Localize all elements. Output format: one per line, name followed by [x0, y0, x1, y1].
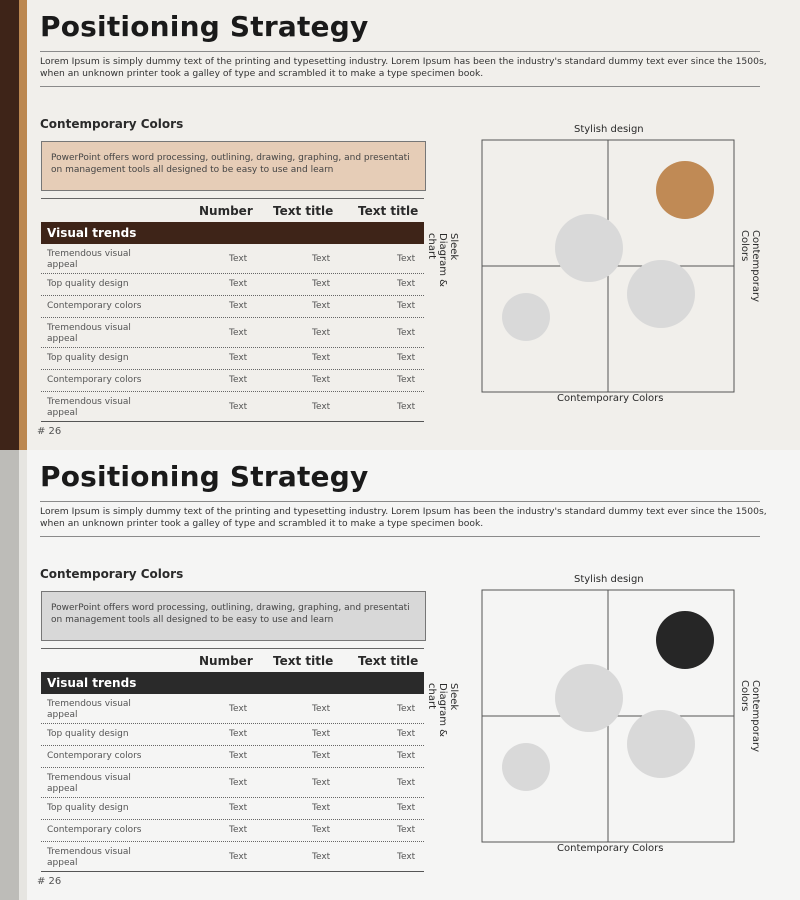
table-row	[41, 370, 424, 392]
intro-text	[40, 506, 770, 530]
column-header: Number	[199, 654, 253, 668]
divider	[40, 501, 760, 502]
table-row	[41, 694, 424, 724]
cell-text-title: Text	[312, 852, 331, 862]
axis-label-top: Stylish design	[574, 574, 644, 585]
cell-number: Text	[229, 402, 248, 412]
axis-label-bottom: Contemporary Colors	[557, 393, 664, 404]
table-row	[41, 274, 424, 296]
cell-number: Text	[229, 279, 248, 289]
row-label: Contemporary colors	[47, 301, 142, 311]
row-label: Contemporary colors	[47, 825, 142, 835]
table-row	[41, 746, 424, 768]
axis-label-right: Contemporary Colors	[739, 680, 761, 752]
table-band-heading: Visual trends	[41, 222, 424, 244]
cell-text-title: Text	[397, 852, 416, 862]
cell-number: Text	[229, 778, 248, 788]
matrix-graphic	[440, 110, 780, 410]
table-row	[41, 820, 424, 842]
highlight-bubble	[656, 161, 714, 219]
row-label: Top quality design	[47, 279, 129, 289]
axis-label-bottom: Contemporary Colors	[557, 843, 664, 854]
table-row	[41, 798, 424, 820]
intro-line: Lorem Ipsum is simply dummy text of the printing and typesetting industry. Lorem Ipsum has been the industry's standard dummy text ever since the 1500s,	[40, 506, 767, 517]
cell-text-title: Text	[397, 301, 416, 311]
cell-text-title: Text	[397, 803, 416, 813]
slide-2	[0, 450, 800, 900]
cell-number: Text	[229, 353, 248, 363]
cell-text-title: Text	[397, 704, 416, 714]
cell-text-title: Text	[312, 279, 331, 289]
column-header: Number	[199, 204, 253, 218]
cell-text-title: Text	[312, 353, 331, 363]
axis-label-right: Contemporary Colors	[739, 230, 761, 302]
cell-text-title: Text	[312, 375, 331, 385]
table-row	[41, 724, 424, 746]
cell-number: Text	[229, 301, 248, 311]
section-heading: Contemporary Colors	[40, 117, 184, 131]
cell-number: Text	[229, 803, 248, 813]
cell-text-title: Text	[397, 778, 416, 788]
table-row	[41, 244, 424, 274]
matrix-graphic	[440, 560, 780, 860]
slide-title: Positioning Strategy	[40, 10, 369, 43]
cell-number: Text	[229, 254, 248, 264]
row-label: Tremendous visual appeal	[47, 249, 131, 270]
cell-text-title: Text	[397, 729, 416, 739]
cell-number: Text	[229, 375, 248, 385]
comparison-table	[41, 198, 424, 422]
page-number: # 26	[37, 426, 62, 437]
positioning-matrix	[426, 110, 780, 410]
callout-line: PowerPoint offers word processing, outlining, drawing, graphing, and presentati	[51, 153, 410, 163]
row-label: Tremendous visual appeal	[47, 773, 131, 794]
row-label: Tremendous visual appeal	[47, 323, 131, 344]
intro-line: when an unknown printer took a galley of type and scrambled it to make a type specimen book.	[40, 518, 484, 529]
side-bar	[0, 0, 19, 450]
cell-text-title: Text	[312, 729, 331, 739]
muted-bubble	[502, 293, 550, 341]
cell-number: Text	[229, 751, 248, 761]
cell-text-title: Text	[397, 328, 416, 338]
column-header: Text title	[273, 654, 334, 668]
callout-line: on management tools all designed to be easy to use and learn	[51, 165, 334, 175]
muted-bubble	[502, 743, 550, 791]
table-row	[41, 348, 424, 370]
cell-number: Text	[229, 729, 248, 739]
muted-bubble	[555, 664, 623, 732]
side-bar	[0, 450, 19, 900]
table-row	[41, 318, 424, 348]
column-header: Text title	[358, 654, 419, 668]
callout-line: on management tools all designed to be easy to use and learn	[51, 615, 334, 625]
cell-text-title: Text	[312, 803, 331, 813]
cell-number: Text	[229, 852, 248, 862]
cell-number: Text	[229, 704, 248, 714]
cell-text-title: Text	[312, 254, 331, 264]
divider	[40, 536, 760, 537]
cell-text-title: Text	[312, 328, 331, 338]
cell-text-title: Text	[312, 751, 331, 761]
row-label: Tremendous visual appeal	[47, 397, 131, 418]
table-header	[41, 198, 424, 222]
column-header: Text title	[358, 204, 419, 218]
cell-text-title: Text	[312, 402, 331, 412]
cell-text-title: Text	[397, 353, 416, 363]
section-heading: Contemporary Colors	[40, 567, 184, 581]
divider	[40, 86, 760, 87]
table-row	[41, 392, 424, 422]
positioning-matrix	[426, 560, 780, 860]
cell-text-title: Text	[312, 301, 331, 311]
table-row	[41, 296, 424, 318]
intro-line: when an unknown printer took a galley of type and scrambled it to make a type specimen book.	[40, 68, 484, 79]
row-label: Tremendous visual appeal	[47, 699, 131, 720]
table-row	[41, 842, 424, 872]
callout-line: PowerPoint offers word processing, outlining, drawing, graphing, and presentati	[51, 603, 410, 613]
intro-text	[40, 56, 770, 80]
side-accent-bar	[19, 450, 27, 900]
intro-line: Lorem Ipsum is simply dummy text of the printing and typesetting industry. Lorem Ipsum has been the industry's standard dummy text ever since the 1500s,	[40, 56, 767, 67]
muted-bubble	[627, 260, 695, 328]
cell-text-title: Text	[397, 751, 416, 761]
cell-text-title: Text	[312, 778, 331, 788]
table-header	[41, 648, 424, 672]
cell-number: Text	[229, 825, 248, 835]
row-label: Contemporary colors	[47, 375, 142, 385]
muted-bubble	[627, 710, 695, 778]
cell-text-title: Text	[312, 825, 331, 835]
cell-text-title: Text	[397, 254, 416, 264]
divider	[40, 51, 760, 52]
cell-text-title: Text	[397, 279, 416, 289]
row-label: Tremendous visual appeal	[47, 847, 131, 868]
cell-number: Text	[229, 328, 248, 338]
slide-title: Positioning Strategy	[40, 460, 369, 493]
axis-label-top: Stylish design	[574, 124, 644, 135]
callout-box	[41, 141, 426, 191]
cell-text-title: Text	[397, 825, 416, 835]
axis-label-left: Sleek Diagram & chart	[426, 683, 459, 737]
comparison-table	[41, 648, 424, 872]
cell-text-title: Text	[397, 402, 416, 412]
table-row	[41, 768, 424, 798]
muted-bubble	[555, 214, 623, 282]
side-accent-bar	[19, 0, 27, 450]
cell-text-title: Text	[397, 375, 416, 385]
column-header: Text title	[273, 204, 334, 218]
row-label: Top quality design	[47, 803, 129, 813]
cell-text-title: Text	[312, 704, 331, 714]
page-number: # 26	[37, 876, 62, 887]
row-label: Contemporary colors	[47, 751, 142, 761]
callout-box	[41, 591, 426, 641]
highlight-bubble	[656, 611, 714, 669]
row-label: Top quality design	[47, 353, 129, 363]
table-band-heading: Visual trends	[41, 672, 424, 694]
axis-label-left: Sleek Diagram & chart	[426, 233, 459, 287]
row-label: Top quality design	[47, 729, 129, 739]
